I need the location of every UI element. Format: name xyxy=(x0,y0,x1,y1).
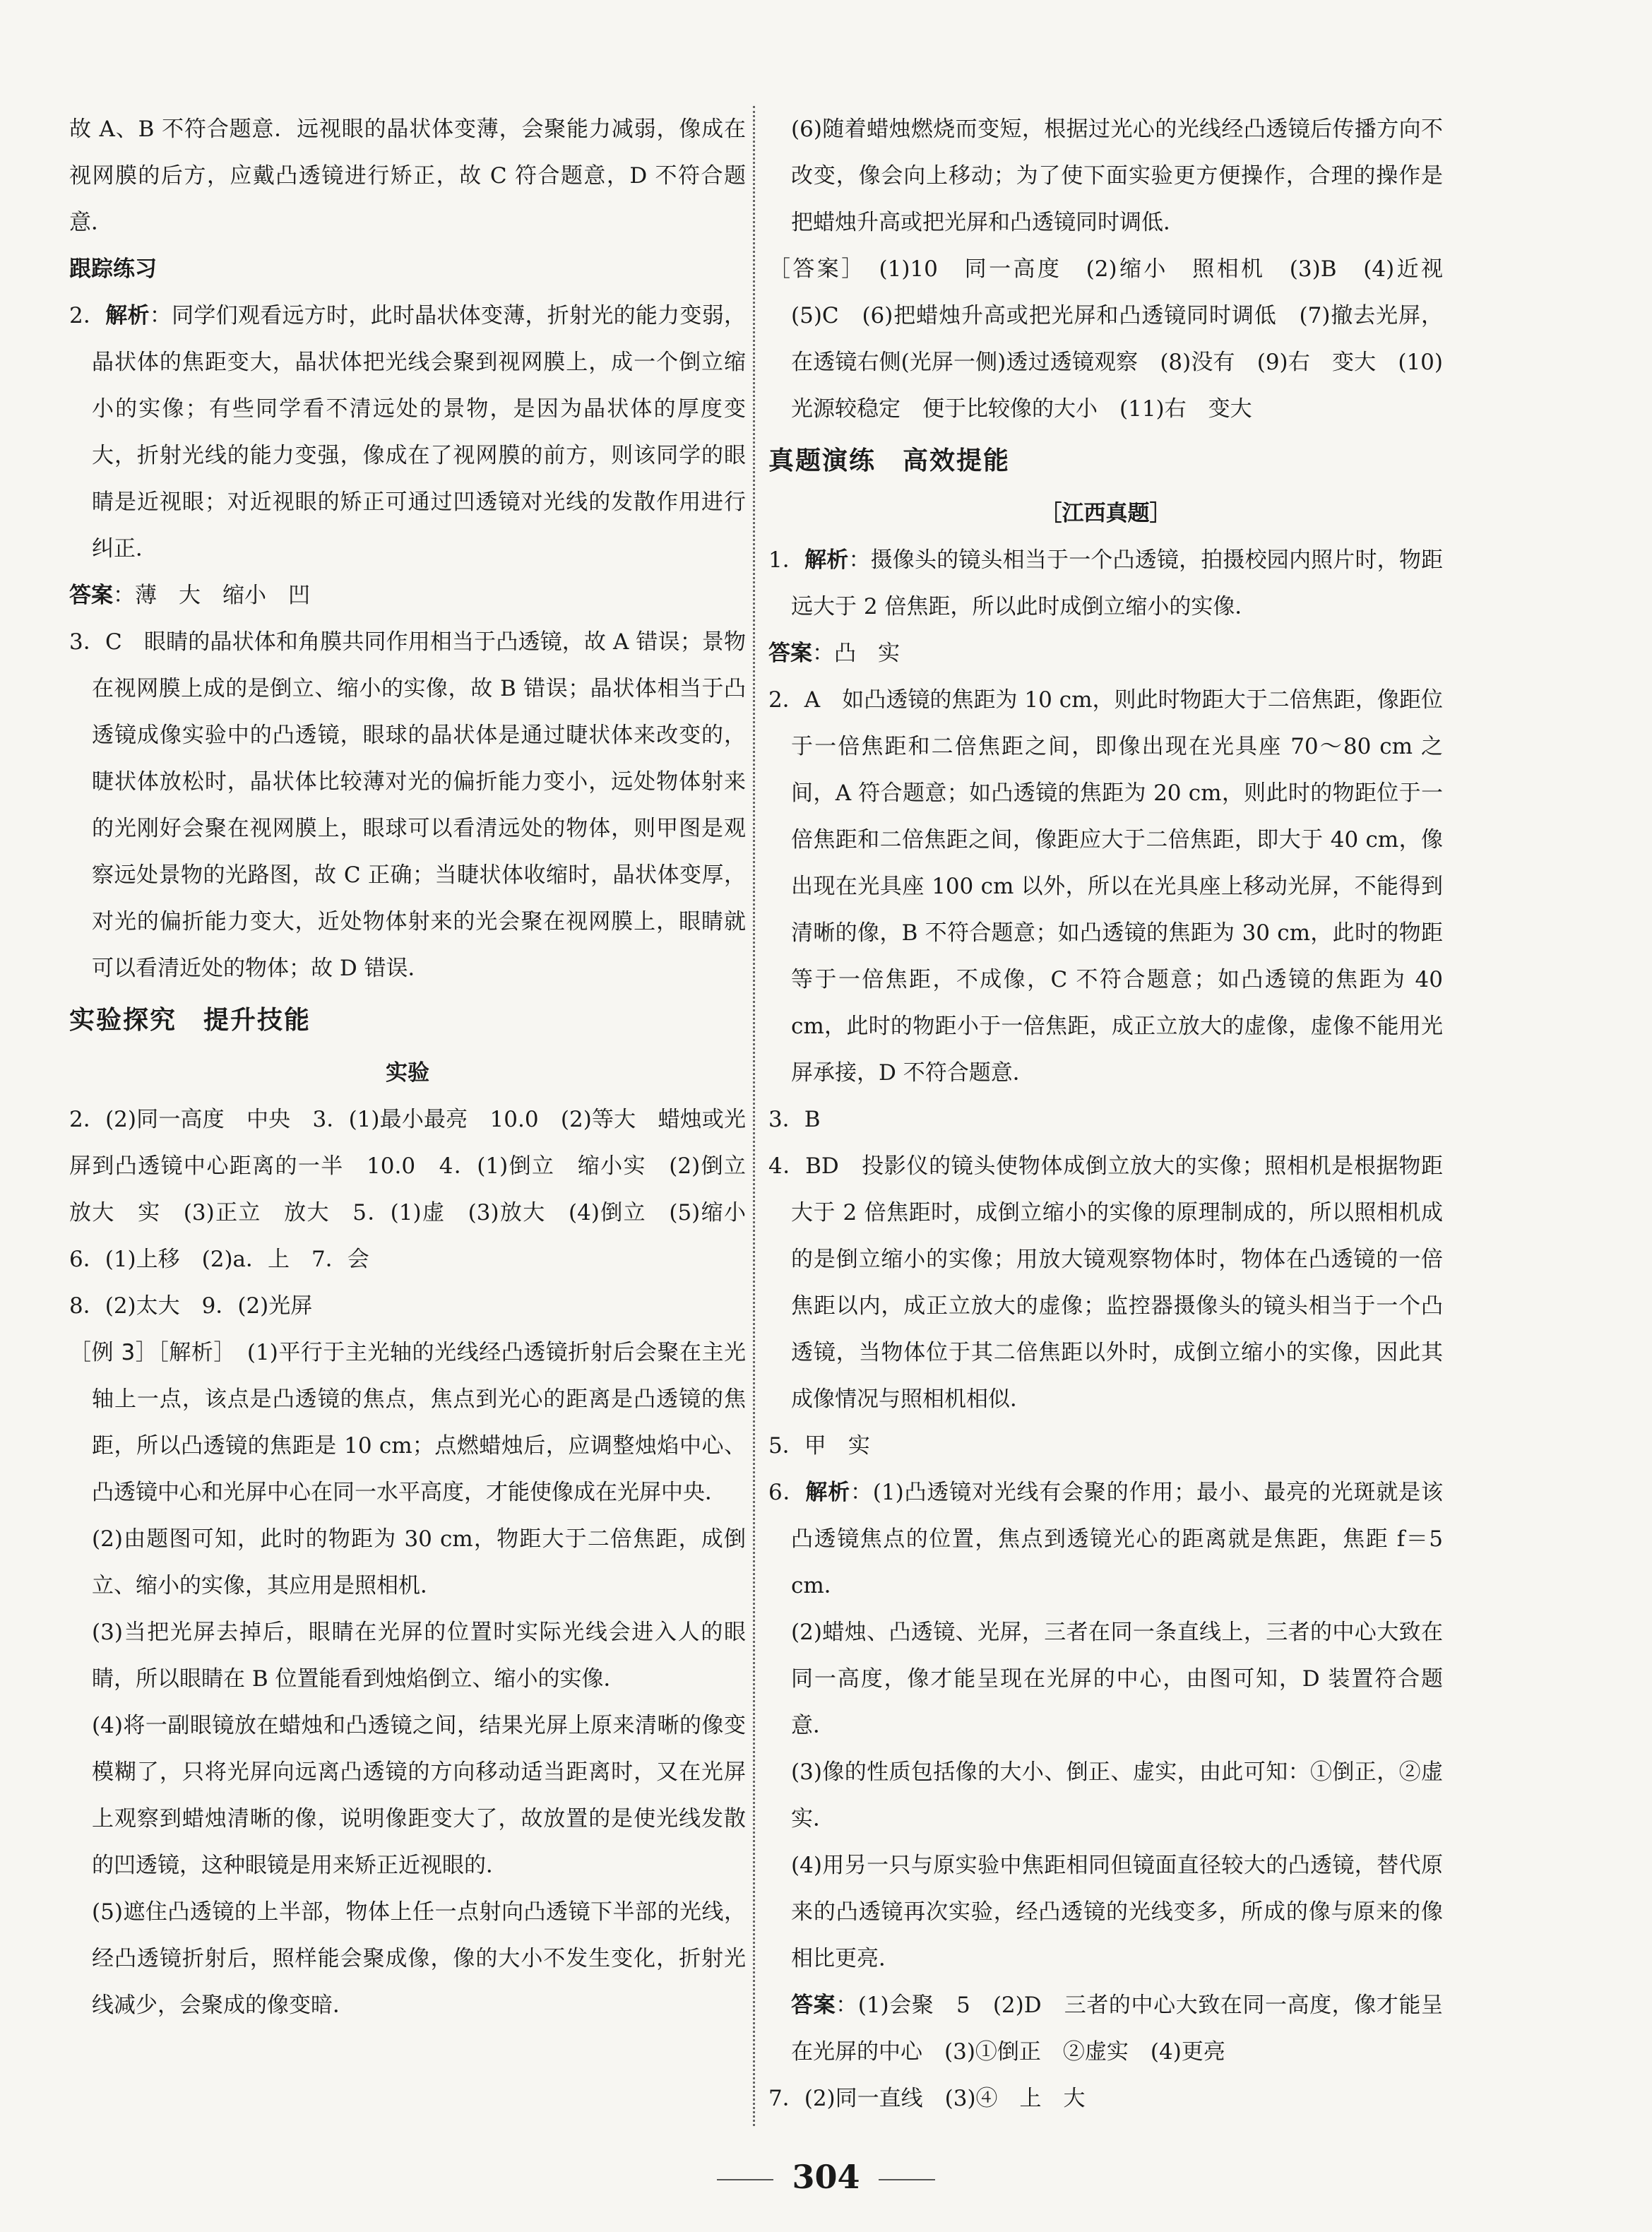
right-column xyxy=(768,106,1466,2122)
paragraph-text: (2)由题图可知，此时的物距为 30 cm，物距大于二倍焦距，成倒立、缩小的实像，其应用是照相机． xyxy=(92,1526,746,1598)
paragraph-text: (2)蜡烛、凸透镜、光屏，三者在同一条直线上，三者的中心大致在同一高度，像才能呈现在光屏的中心，由图可知，D 装置符合题意． xyxy=(791,1620,1443,1738)
page-number-dash-left xyxy=(717,2179,773,2180)
paragraph-text: (5)遮住凸透镜的上半部，物体上任一点射向凸透镜下半部的光线，经凸透镜折射后，照样能会聚成像，像的大小不发生变化，折射光线减少，会聚成的像变暗． xyxy=(92,1899,746,2018)
text-paragraph xyxy=(69,1329,746,1516)
paragraph-text: (6)随着蜡烛燃烧而变短，根据过光心的光线经凸透镜后传播方向不改变，像会向上移动；为了使下面实验更方便操作，合理的操作是把蜡烛升高或把光屏和凸透镜同时调低． xyxy=(791,117,1443,235)
paragraph-text: A 如凸透镜的焦距为 10 cm，则此时物距大于二倍焦距，像距位于一倍焦距和二倍焦距之间，即像出现在光具座 70～80 cm 之间，A 符合题意；如凸透镜的焦距为 20 cm，则此时的物距位于一倍焦距和二倍焦距之间，像距应大于二倍焦距，即大于 40 cm，像出现在光具座 100 cm 以外，所以在光具座上移动光屏，不能得到清晰的像，B 不符合题意；如凸透镜的焦距为 30 cm，此时的物距等于一倍焦距，不成像，C 不符合题意；如凸透镜的焦距为 40 cm，此时的物距小于一倍焦距，成正立放大的虚像，虚像不能用光屏承接，D 不符合题意． xyxy=(791,687,1443,1086)
text-paragraph xyxy=(69,1096,768,1283)
paragraph-text: 甲 实 xyxy=(804,1433,870,1459)
question-number: 3． xyxy=(768,1107,804,1132)
sub-heading: ［江西真题］ xyxy=(1040,501,1172,526)
question-item xyxy=(768,677,1443,1096)
question-item xyxy=(69,619,746,992)
sub-heading: 实验 xyxy=(386,1060,429,1086)
text-paragraph xyxy=(69,106,746,246)
text-paragraph xyxy=(768,1749,1443,1842)
question-number: 3． xyxy=(69,629,106,655)
question-item xyxy=(768,1423,1443,1469)
paragraph-text: 故 A、B 不符合题意．远视眼的晶状体变薄，会聚能力减弱，像成在视网膜的后方，应戴凸透镜进行矫正，故 C 符合题意，D 不符合题意． xyxy=(69,117,746,235)
page-number-dash-right xyxy=(879,2179,935,2180)
question-item xyxy=(768,537,1443,630)
bold-label: 答案 xyxy=(69,583,113,608)
bracket-tag: ［解析］ xyxy=(158,1340,225,1365)
text-paragraph xyxy=(69,1889,746,2029)
question-number: 6． xyxy=(768,1480,806,1505)
paragraph-text: ：同学们观看远方时，此时晶状体变薄，折射光的能力变弱，晶状体的焦距变大，晶状体把光线会聚到视网膜上，成一个倒立缩小的实像；有些同学看不清远处的景物，是因为晶状体的厚度变大，折射光线的能力变强，像成在了视网膜的前方，则该同学的眼睛是近视眼；对近视眼的矫正可通过凹透镜对光线的发散作用进行纠正． xyxy=(92,303,747,562)
paragraph-text: (1)10 同一高度 (2)缩小 照相机 (3)B (4)近视 (5)C (6)把蜡烛升高或把光屏和凸透镜同时调低 (7)撤去光屏，在透镜右侧(光屏一侧)透过透镜观察 (8)没有 (9)右 变大 (10)光源较稳定 便于比较像的大小 (11)右 变大 xyxy=(791,256,1466,422)
left-column xyxy=(69,106,768,2029)
question-number: 2． xyxy=(768,687,804,713)
paragraph-text: ：薄 大 缩小 凹 xyxy=(113,583,310,608)
paragraph-text: ：(1)会聚 5 (2)D 三者的中心大致在同一高度，像才能呈在光屏的中心 (3)①倒正 ②虚实 (4)更亮 xyxy=(791,1993,1443,2065)
paragraph-text: (4)用另一只与原实验中焦距相同但镜面直径较大的凸透镜，替代原来的凸透镜再次实验，经凸透镜的光线变多，所成的像与原来的像相比更亮． xyxy=(791,1853,1443,1971)
paragraph-text: (2)同一直线 (3)④ 上 大 xyxy=(804,2086,1086,2111)
text-paragraph xyxy=(69,1609,746,1702)
section-heading: 实验探究 提升技能 xyxy=(69,1006,311,1035)
text-paragraph xyxy=(69,572,746,619)
paragraph-text: B xyxy=(804,1107,821,1132)
paragraph-text: 8．(2)太大 9．(2)光屏 xyxy=(69,1293,313,1319)
question-item xyxy=(69,292,746,572)
text-paragraph xyxy=(768,1609,1443,1749)
text-paragraph xyxy=(69,1516,746,1609)
paragraph-text: C 眼睛的晶状体和角膜共同作用相当于凸透镜，故 A 错误；景物在视网膜上成的是倒立、缩小的实像，故 B 错误；晶状体相当于凸透镜成像实验中的凸透镜，眼球的晶状体是通过睫状体来改变的，睫状体放松时，晶状体比较薄对光的偏折能力变小，远处物体射来的光刚好会聚在视网膜上，眼球可以看清远处的物体，则甲图是观察远处景物的光路图，故 C 正确；当睫状体收缩时，晶状体变厚，对光的偏折能力变大，近处物体射来的光会聚在视网膜上，眼睛就可以看清近处的物体；故 D 错误． xyxy=(92,629,746,981)
text-paragraph xyxy=(768,630,1443,677)
paragraph-text: (1)平行于主光轴的光线经凸透镜折射后会聚在主光轴上一点，该点是凸透镜的焦点，焦点到光心的距离是凸透镜的焦距，所以凸透镜的焦距是 10 cm；点燃蜡烛后，应调整烛焰中心、凸透镜中心和光屏中心在同一水平高度，才能使像成在光屏中央． xyxy=(92,1340,747,1505)
paragraph-text: ：摄像头的镜头相当于一个凸透镜，拍摄校园内照片时，物距远大于 2 倍焦距，所以此时成倒立缩小的实像． xyxy=(791,547,1443,619)
text-paragraph xyxy=(768,106,1443,246)
question-number: 4． xyxy=(768,1153,806,1179)
subsection-heading: 跟踪练习 xyxy=(69,256,157,282)
paragraph-text: (3)当把光屏去掉后，眼睛在光屏的位置时实际光线会进入人的眼睛，所以眼睛在 B 位置能看到烛焰倒立、缩小的实像． xyxy=(92,1620,746,1692)
paragraph-text: BD 投影仪的镜头使物体成倒立放大的实像；照相机是根据物距大于 2 倍焦距时，成倒立缩小的实像的原理制成的，所以照相机成的是倒立缩小的实像；用放大镜观察物体时，物体在凸透镜的一倍焦距以内，成正立放大的虚像；监控器摄像头的镜头相当于一个凸透镜，当物体位于其二倍焦距以外时，成倒立缩小的实像，因此其成像情况与照相机相似． xyxy=(791,1153,1443,1412)
column-divider xyxy=(753,106,755,2126)
bracket-tag: ［例 3］ xyxy=(69,1340,158,1365)
paragraph-text: (3)像的性质包括像的大小、倒正、虚实，由此可知：①倒正，②虚实． xyxy=(791,1759,1443,1832)
question-item xyxy=(768,2075,1443,2122)
question-item xyxy=(768,1096,1443,1143)
section-heading: 真题演练 高效提能 xyxy=(768,446,1011,475)
paragraph-text: ：凸 实 xyxy=(812,641,900,666)
question-number: 2． xyxy=(69,303,106,328)
paragraph-text: (4)将一副眼镜放在蜡烛和凸透镜之间，结果光屏上原来清晰的像变模糊了，只将光屏向远离凸透镜的方向移动适当距离时，又在光屏上观察到蜡烛清晰的像，说明像距变大了，故放置的是使光线发散的凹透镜，这种眼镜是用来矫正近视眼的． xyxy=(92,1713,746,1878)
paragraph-text: ：(1)凸透镜对光线有会聚的作用；最小、最亮的光斑就是该凸透镜焦点的位置，焦点到透镜光心的距离就是焦距，焦距 f＝5 cm． xyxy=(791,1480,1444,1598)
page-number xyxy=(0,2158,1652,2196)
question-number: 7． xyxy=(768,2086,804,2111)
paragraph-text: 2．(2)同一高度 中央 3．(1)最小最亮 10.0 (2)等大 蜡烛或光屏到凸透镜中心距离的一半 10.0 4．(1)倒立 缩小实 (2)倒立 放大 实 (3)正立 放大 5．(1)虚 (3)放大 (4)倒立 (5)缩小 6．(1)上移 (2)a．上 7．会 xyxy=(69,1107,768,1272)
text-paragraph xyxy=(69,1283,746,1329)
text-paragraph xyxy=(69,1702,746,1889)
bold-label: 解析 xyxy=(105,303,150,328)
question-item xyxy=(768,1469,1443,1609)
bold-label: 解析 xyxy=(805,1480,850,1505)
text-paragraph xyxy=(768,1842,1443,1982)
question-number: 1． xyxy=(768,547,805,573)
bold-label: 答案 xyxy=(768,641,812,666)
page-number-text: 304 xyxy=(792,2158,860,2196)
bracket-tag: ［答案］ xyxy=(768,256,855,282)
text-paragraph xyxy=(768,246,1466,432)
bold-label: 答案 xyxy=(791,1993,836,2018)
text-paragraph xyxy=(768,1982,1443,2075)
question-item xyxy=(768,1143,1443,1423)
bold-label: 解析 xyxy=(804,547,849,573)
question-number: 5． xyxy=(768,1433,804,1459)
